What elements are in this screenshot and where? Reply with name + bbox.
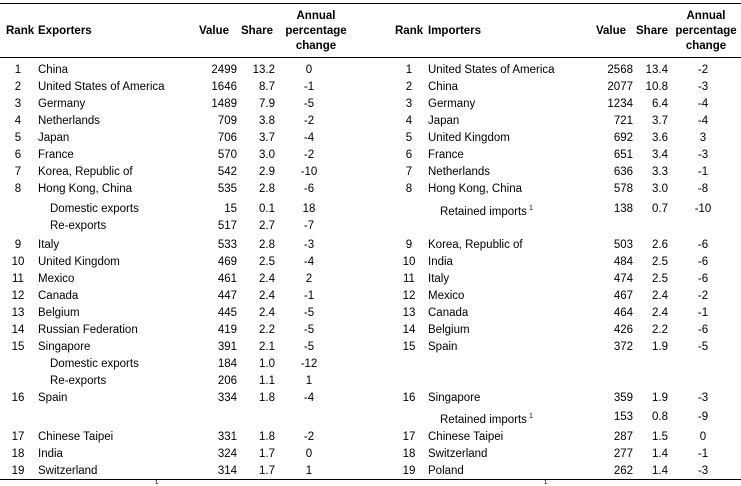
country-cell: Switzerland [38, 465, 98, 477]
rank-cell: 12 [11, 290, 25, 302]
rank-cell: 6 [14, 149, 22, 161]
country-cell: Italy [38, 239, 60, 251]
share-cell: 7.9 [259, 98, 275, 110]
rank-cell: 18 [11, 448, 25, 460]
header-change-line-3: change [685, 40, 727, 52]
header-change-line-3: change [295, 40, 337, 52]
change-cell: -2 [697, 290, 709, 302]
value-cell: 314 [217, 465, 237, 477]
rank-cell: 4 [405, 115, 413, 127]
change-cell: -3 [697, 465, 709, 477]
change-cell: -12 [300, 358, 318, 370]
country-cell: Netherlands [38, 115, 101, 127]
share-cell: 3.0 [259, 149, 275, 161]
top-rule [0, 3, 741, 4]
country-cell: Mexico [428, 290, 465, 302]
rank-cell [8, 201, 28, 217]
value-cell: 467 [613, 290, 633, 302]
change-cell: -10 [694, 203, 712, 215]
rank-cell: 5 [14, 132, 22, 144]
value-cell: 709 [217, 115, 237, 127]
country-cell: India [38, 448, 63, 460]
value-cell: 636 [613, 166, 633, 178]
country-cell: Spain [428, 341, 458, 353]
share-cell: 2.1 [259, 341, 275, 353]
value-cell: 517 [217, 220, 237, 232]
change-cell: -2 [303, 115, 315, 127]
rank-cell: 19 [11, 465, 25, 477]
rank-cell: 6 [405, 149, 413, 161]
rank-cell: 17 [11, 431, 25, 443]
share-cell: 1.4 [652, 448, 668, 460]
share-cell: 3.4 [652, 149, 668, 161]
change-cell: -1 [303, 290, 315, 302]
change-cell: 18 [302, 203, 316, 215]
share-cell: 1.9 [652, 341, 668, 353]
country-cell: Germany [428, 98, 476, 110]
rank-cell [8, 218, 28, 234]
rank-cell: 7 [405, 166, 413, 178]
value-cell: 2077 [607, 81, 633, 93]
rank-cell: 10 [402, 256, 416, 268]
share-cell: 1.8 [259, 392, 275, 404]
rank-cell [398, 201, 420, 217]
share-cell: 1.1 [259, 375, 275, 387]
value-cell: 287 [613, 431, 633, 443]
header-value-exporters: Value [199, 25, 230, 37]
value-cell: 153 [613, 411, 633, 423]
header-exporters: Exporters [38, 25, 92, 37]
header-change-line-2: percentage [285, 25, 347, 37]
change-cell: -4 [303, 132, 315, 144]
country-cell: Hong Kong, China [428, 183, 522, 195]
country-cell: Canada [428, 307, 469, 319]
value-cell: 15 [224, 203, 237, 215]
change-cell: -10 [300, 166, 318, 178]
country-cell: Japan [428, 115, 460, 127]
value-cell: 535 [217, 183, 237, 195]
change-cell: 1 [305, 375, 313, 387]
footnote-mark: 1 [155, 480, 159, 486]
share-cell: 8.7 [259, 81, 275, 93]
rank-cell: 16 [402, 392, 416, 404]
rank-cell: 16 [11, 392, 25, 404]
value-cell: 474 [613, 273, 633, 285]
change-cell: -3 [697, 81, 709, 93]
change-cell: -4 [303, 392, 315, 404]
header-share-exporters: Share [241, 25, 273, 37]
country-cell [440, 201, 533, 217]
change-cell: -5 [697, 341, 709, 353]
rank-cell: 19 [402, 465, 416, 477]
value-cell: 570 [217, 149, 237, 161]
share-cell: 3.7 [259, 132, 275, 144]
header-change-line-1: Annual [296, 10, 336, 22]
value-cell: 445 [217, 307, 237, 319]
country-cell: Canada [38, 290, 79, 302]
value-cell: 334 [217, 392, 237, 404]
rank-cell: 8 [14, 183, 22, 195]
change-cell: -3 [697, 392, 709, 404]
share-cell: 2.4 [652, 290, 668, 302]
change-cell: -1 [303, 81, 315, 93]
country-cell: Belgium [428, 324, 470, 336]
value-cell: 426 [613, 324, 633, 336]
value-cell: 469 [217, 256, 237, 268]
bottom-rule [0, 479, 741, 480]
country-cell: Re-exports [50, 220, 107, 232]
country-cell: Hong Kong, China [38, 183, 132, 195]
change-cell: -5 [303, 341, 315, 353]
header-change-line-2: percentage [675, 25, 737, 37]
value-cell: 138 [613, 203, 633, 215]
share-cell: 1.0 [259, 358, 275, 370]
rank-cell: 9 [14, 239, 22, 251]
rank-cell: 11 [12, 273, 24, 285]
country-cell: Korea, Republic of [428, 239, 523, 251]
country-cell: Domestic exports [50, 203, 139, 215]
value-cell: 372 [613, 341, 633, 353]
change-cell: 0 [699, 431, 707, 443]
change-cell: -1 [697, 448, 709, 460]
value-cell: 464 [613, 307, 633, 319]
value-cell: 503 [613, 239, 633, 251]
value-cell: 651 [613, 149, 633, 161]
rank-cell: 14 [402, 324, 416, 336]
share-cell: 1.7 [259, 465, 275, 477]
value-cell: 447 [217, 290, 237, 302]
rank-cell: 7 [14, 166, 22, 178]
share-cell: 2.5 [652, 273, 668, 285]
value-cell: 1646 [211, 81, 237, 93]
value-cell: 277 [613, 448, 633, 460]
value-cell: 461 [217, 273, 237, 285]
change-cell: -5 [303, 307, 315, 319]
change-cell: 1 [305, 465, 313, 477]
change-cell: 0 [305, 64, 313, 76]
header-change-importers [670, 9, 741, 54]
country-cell: United Kingdom [428, 132, 510, 144]
change-cell: -2 [303, 149, 315, 161]
change-cell: -3 [697, 149, 709, 161]
share-cell: 2.8 [259, 239, 275, 251]
country-cell: China [38, 64, 69, 76]
header-share-importers: Share [636, 25, 668, 37]
country-cell: Korea, Republic of [38, 166, 133, 178]
share-cell: 0.1 [259, 203, 275, 215]
value-cell: 419 [217, 324, 237, 336]
rank-cell: 1 [405, 64, 413, 76]
share-cell: 1.7 [259, 448, 275, 460]
value-cell: 359 [613, 392, 633, 404]
share-cell: 2.5 [259, 256, 275, 268]
country-cell: United States of America [38, 81, 165, 93]
country-cell: United Kingdom [38, 256, 120, 268]
change-cell: -1 [697, 166, 709, 178]
share-cell: 1.8 [259, 431, 275, 443]
value-cell: 2499 [211, 64, 237, 76]
footnote-mark: 1 [544, 480, 548, 486]
rank-cell: 18 [402, 448, 416, 460]
change-cell: -6 [697, 324, 709, 336]
share-cell: 3.0 [652, 183, 668, 195]
value-cell: 721 [613, 115, 633, 127]
country-cell: Netherlands [428, 166, 491, 178]
country-cell [440, 409, 533, 425]
country-cell: Belgium [38, 307, 80, 319]
header-rank-importers: Rank [395, 25, 424, 37]
value-cell: 184 [217, 358, 237, 370]
country-cell: China [428, 81, 459, 93]
share-cell: 1.4 [652, 465, 668, 477]
change-cell: -1 [697, 307, 709, 319]
rank-cell: 14 [11, 324, 25, 336]
share-cell: 13.2 [252, 64, 275, 76]
rank-cell: 3 [14, 98, 22, 110]
change-cell: -4 [697, 98, 709, 110]
country-cell: France [38, 149, 74, 161]
country-label: Retained imports [440, 206, 527, 218]
country-label: Retained imports [440, 414, 527, 426]
share-cell: 2.5 [652, 256, 668, 268]
value-cell: 542 [217, 166, 237, 178]
rank-cell: 2 [405, 81, 413, 93]
country-cell: Mexico [38, 273, 75, 285]
rank-cell: 17 [402, 431, 416, 443]
rank-cell: 9 [405, 239, 413, 251]
rank-cell: 15 [11, 341, 25, 353]
rank-cell: 3 [405, 98, 413, 110]
country-cell: Poland [428, 465, 464, 477]
value-cell: 1234 [607, 98, 633, 110]
share-cell: 2.4 [259, 273, 275, 285]
value-cell: 324 [217, 448, 237, 460]
change-cell: -4 [303, 256, 315, 268]
change-cell: -4 [697, 115, 709, 127]
country-cell: Spain [38, 392, 68, 404]
change-cell: -3 [303, 239, 315, 251]
country-cell: Japan [38, 132, 70, 144]
country-cell: Germany [38, 98, 86, 110]
country-cell: Singapore [428, 392, 481, 404]
share-cell: 0.7 [652, 203, 668, 215]
change-cell: 0 [305, 448, 313, 460]
header-value-importers: Value [596, 25, 627, 37]
value-cell: 1489 [211, 98, 237, 110]
value-cell: 331 [217, 431, 237, 443]
country-cell: France [428, 149, 464, 161]
share-cell: 2.2 [652, 324, 668, 336]
rank-cell: 5 [405, 132, 413, 144]
change-cell: 2 [305, 273, 313, 285]
share-cell: 1.9 [652, 392, 668, 404]
value-cell: 262 [613, 465, 633, 477]
value-cell: 706 [217, 132, 237, 144]
country-cell: Switzerland [428, 448, 488, 460]
country-cell: Chinese Taipei [428, 431, 504, 443]
share-cell: 2.4 [259, 290, 275, 302]
rank-cell: 11 [403, 273, 415, 285]
rank-cell [8, 373, 28, 389]
share-cell: 3.3 [652, 166, 668, 178]
change-cell: -2 [697, 64, 709, 76]
share-cell: 13.4 [645, 64, 668, 76]
value-cell: 533 [217, 239, 237, 251]
rank-cell: 13 [402, 307, 416, 319]
header-change-line-1: Annual [686, 10, 726, 22]
country-cell: Domestic exports [50, 358, 139, 370]
share-cell: 2.2 [259, 324, 275, 336]
share-cell: 2.4 [259, 307, 275, 319]
rank-cell: 1 [14, 64, 22, 76]
share-cell: 6.4 [652, 98, 668, 110]
value-cell: 206 [217, 375, 237, 387]
footnote-ref: 1 [528, 205, 533, 212]
change-cell: -5 [303, 98, 315, 110]
change-cell: -6 [697, 256, 709, 268]
header-bottom-rule [0, 57, 741, 58]
value-cell: 578 [613, 183, 633, 195]
change-cell: -8 [697, 183, 709, 195]
share-cell: 2.8 [259, 183, 275, 195]
rank-cell: 4 [14, 115, 22, 127]
share-cell: 3.6 [652, 132, 668, 144]
share-cell: 1.5 [652, 431, 668, 443]
change-cell: 3 [699, 132, 707, 144]
country-cell: Singapore [38, 341, 91, 353]
change-cell: -6 [697, 273, 709, 285]
footnote-ref: 1 [528, 413, 533, 420]
share-cell: 10.8 [645, 81, 668, 93]
rank-cell: 13 [11, 307, 25, 319]
header-change-exporters [280, 9, 352, 54]
share-cell: 2.9 [259, 166, 275, 178]
country-cell: Italy [428, 273, 450, 285]
change-cell: -2 [303, 431, 315, 443]
change-cell: -6 [303, 183, 315, 195]
rank-cell: 10 [11, 256, 25, 268]
share-cell: 3.8 [259, 115, 275, 127]
share-cell: 2.7 [259, 220, 275, 232]
value-cell: 2568 [607, 64, 633, 76]
header-importers: Importers [428, 25, 482, 37]
header-rank-exporters: Rank [6, 25, 35, 37]
change-cell: -7 [303, 220, 315, 232]
country-cell: Chinese Taipei [38, 431, 114, 443]
change-cell: -6 [697, 239, 709, 251]
country-cell: Re-exports [50, 375, 107, 387]
rank-cell: 15 [402, 341, 416, 353]
country-cell: United States of America [428, 64, 555, 76]
change-cell: -9 [697, 411, 709, 423]
rank-cell [8, 356, 28, 372]
value-cell: 692 [613, 132, 633, 144]
country-cell: Russian Federation [38, 324, 138, 336]
share-cell: 0.8 [652, 411, 668, 423]
rank-cell: 8 [405, 183, 413, 195]
change-cell: -5 [303, 324, 315, 336]
value-cell: 391 [217, 341, 237, 353]
share-cell: 2.4 [652, 307, 668, 319]
rank-cell [398, 409, 420, 425]
country-cell: India [428, 256, 453, 268]
rank-cell: 12 [402, 290, 416, 302]
value-cell: 484 [613, 256, 633, 268]
share-cell: 2.6 [652, 239, 668, 251]
rank-cell: 2 [14, 81, 22, 93]
share-cell: 3.7 [652, 115, 668, 127]
